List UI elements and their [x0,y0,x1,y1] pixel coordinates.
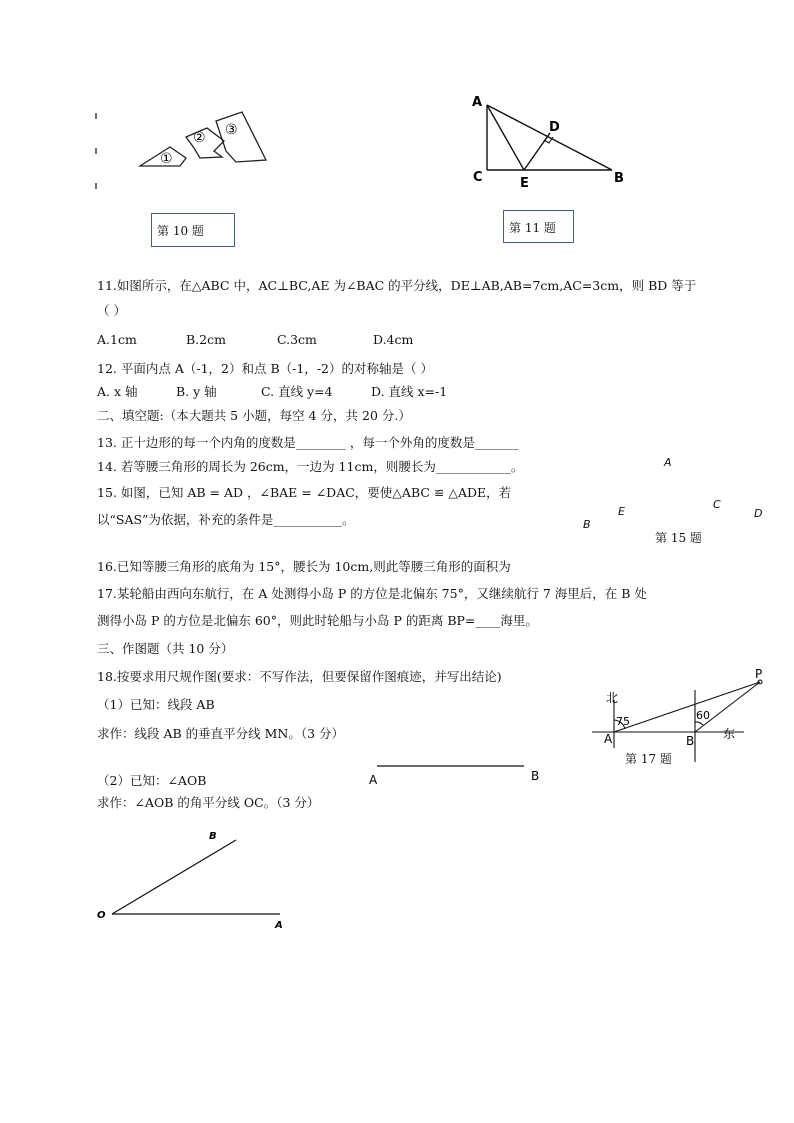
fig15-label-E: E [618,505,625,518]
caption-q15: 第 15 题 [655,531,702,545]
q11-paren: （ ） [97,303,126,318]
q12-option-a: A. x 轴 [97,384,138,399]
q11-option-d: D.4cm [373,332,414,347]
q18-part2-given: （2）已知：∠AOB [97,773,207,788]
north-label: 北 [606,691,619,705]
q13: 13. 正十边形的每一个内角的度数是________ ，每一个外角的度数是_______ [97,435,519,450]
fig15-label-A: A [664,456,672,469]
q11-option-c: C.3cm [277,332,317,347]
segment-A-label: A [369,773,378,787]
q15-line1: 15. 如图，已知 AB = AD ，∠BAE = ∠DAC，要使△ABC ≌ △ADE，若 [97,485,512,500]
q12-option-b: B. y 轴 [176,384,217,399]
angle-75-label: 75 [616,715,630,728]
caption-q10: 第 10 题 [157,224,204,238]
q14: 14. 若等腰三角形的周长为 26cm，一边为 11cm，则腰长为____________。 [97,459,524,474]
angle-vertex-O: O [97,910,106,921]
q18-part2-task: 求作：∠AOB 的角平分线 OC。（3 分） [97,795,320,810]
shape-3-label: ③ [225,122,238,138]
caption-q11: 第 11 题 [509,221,556,235]
label-A: A [472,95,483,110]
point-P-label: P [755,667,763,681]
label-E: E [520,176,529,191]
point-A-label: A [604,732,613,746]
q12-stem: 12. 平面内点 A（-1，2）和点 B（-1，-2）的对称轴是（ ） [97,361,433,376]
q18-part1-given: （1）已知：线段 AB [97,697,215,712]
q17-line2: 测得小岛 P 的方位是北偏东 60°，则此时轮船与小岛 P 的距离 BP=____海里。 [97,613,538,628]
caption-q17: 第 17 题 [625,752,672,766]
shape-2-label: ② [193,130,206,146]
q18-stem: 18.按要求用尺规作图(要求：不写作法，但要保留作图痕迹，并写出结论) [97,669,502,684]
fig15-label-C: C [713,498,721,511]
label-C: C [473,170,483,185]
point-B-label: B [686,734,695,748]
angle-ray-B: B [209,831,217,842]
q11-option-b: B.2cm [186,332,226,347]
fig15-label-D: D [754,507,763,520]
angle-60-label: 60 [696,709,710,722]
label-D: D [549,120,560,135]
east-label: 东 [723,727,736,741]
angle-ray-A: A [275,920,283,931]
q11-option-a: A.1cm [97,332,137,347]
q11-stem: 11.如图所示，在△ABC 中，AC⊥BC,AE 为∠BAC 的平分线，DE⊥AB,AB=7cm,AC=3cm，则 BD 等于 [97,278,697,293]
section-3-heading: 三、作图题（共 10 分） [97,641,234,656]
label-B: B [614,171,624,186]
segment-B-label: B [531,769,540,783]
q17-line1: 17.某轮船由西向东航行，在 A 处测得小岛 P 的方位是北偏东 75°，又继续航行 7 海里后，在 B 处 [97,586,647,601]
q12-option-d: D. 直线 x=-1 [371,384,448,399]
fig15-label-B: B [583,518,591,531]
shape-1-label: ① [160,151,173,167]
q12-option-c: C. 直线 y=4 [261,384,333,399]
q16: 16.已知等腰三角形的底角为 15°，腰长为 10cm,则此等腰三角形的面积为 [97,559,511,574]
q15-line2: 以“SAS”为依据，补充的条件是___________。 [97,512,355,527]
q18-part1-task: 求作：线段 AB 的垂直平分线 MN。（3 分） [97,726,345,741]
section-2-heading: 二、填空题:（本大题共 5 小题，每空 4 分，共 20 分.） [97,408,411,423]
